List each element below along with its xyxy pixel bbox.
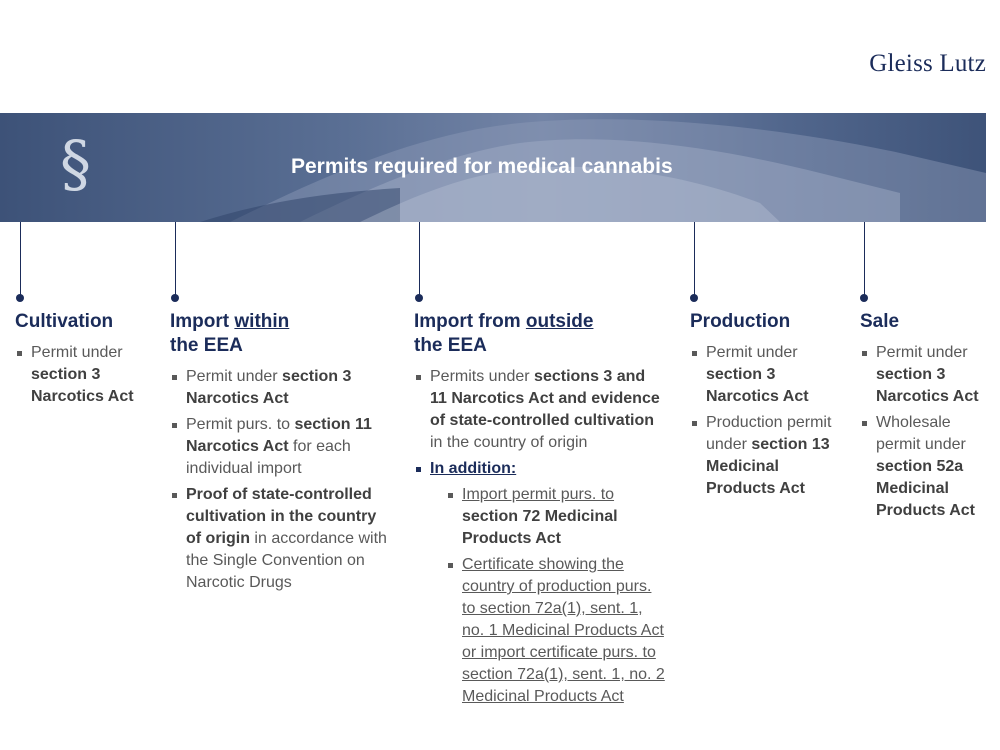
addition-heading: In addition: Import permit purs. to section 72 Medicinal Products Act Certificate showing the country of production purs. to section 72a(1), sent. 1, no. 1 Medicinal Products Act or import certificate purs. to section 72a(1), sent. 1, no. 2 Medicinal Products Act [414, 458, 666, 708]
timeline-dot [171, 294, 179, 302]
column-heading: Import within the EEA [170, 311, 290, 356]
column-heading: Sale [860, 311, 900, 332]
list-item: Production permit under section 13 Medicinal Products Act [690, 412, 842, 500]
timeline-dot [415, 294, 423, 302]
list-item: Wholesale permit under section 52a Medicinal Products Act [860, 412, 990, 522]
timeline-line [175, 222, 176, 298]
timeline-dot [860, 294, 868, 302]
timeline-line [20, 222, 21, 298]
column-sale [860, 310, 990, 526]
list-item: Permits under sections 3 and 11 Narcotics Act and evidence of state-controlled cultivation in the country of origin [414, 366, 666, 454]
column-heading: Cultivation [15, 311, 114, 332]
column-heading: Production [690, 311, 791, 332]
gleiss-lutz-logo: Gleiss Lutz [869, 50, 986, 77]
timeline-dot [690, 294, 698, 302]
title-banner [0, 113, 986, 222]
column-heading: Import from outside the EEA [414, 311, 594, 356]
timeline-line [864, 222, 865, 298]
list-item: Permit under section 3 Narcotics Act [860, 342, 990, 408]
list-item: Permit under section 3 Narcotics Act [170, 366, 395, 410]
list-item: Permit under section 3 Narcotics Act [690, 342, 842, 408]
column-import-within-eea [170, 310, 395, 598]
list-item: Certificate showing the country of production purs. to section 72a(1), sent. 1, no. 1 Medicinal Products Act or import certificate purs. to section 72a(1), sent. 1, no. 2 Medicinal Products Act [446, 554, 666, 708]
column-production [690, 310, 842, 504]
timeline-line [419, 222, 420, 298]
column-cultivation [15, 310, 155, 412]
list-item: Permit under section 3 Narcotics Act [15, 342, 155, 408]
column-import-outside-eea [414, 310, 666, 712]
timeline-line [694, 222, 695, 298]
list-item: Import permit purs. to section 72 Medicinal Products Act [446, 484, 666, 550]
banner-title: Permits required for medical cannabis [291, 155, 673, 178]
section-sign-icon: § [60, 127, 91, 200]
list-item: Permit purs. to section 11 Narcotics Act for each individual import [170, 414, 395, 480]
list-item: Proof of state-controlled cultivation in the country of origin in accordance with the Single Convention on Narcotic Drugs [170, 484, 395, 594]
timeline-dot [16, 294, 24, 302]
